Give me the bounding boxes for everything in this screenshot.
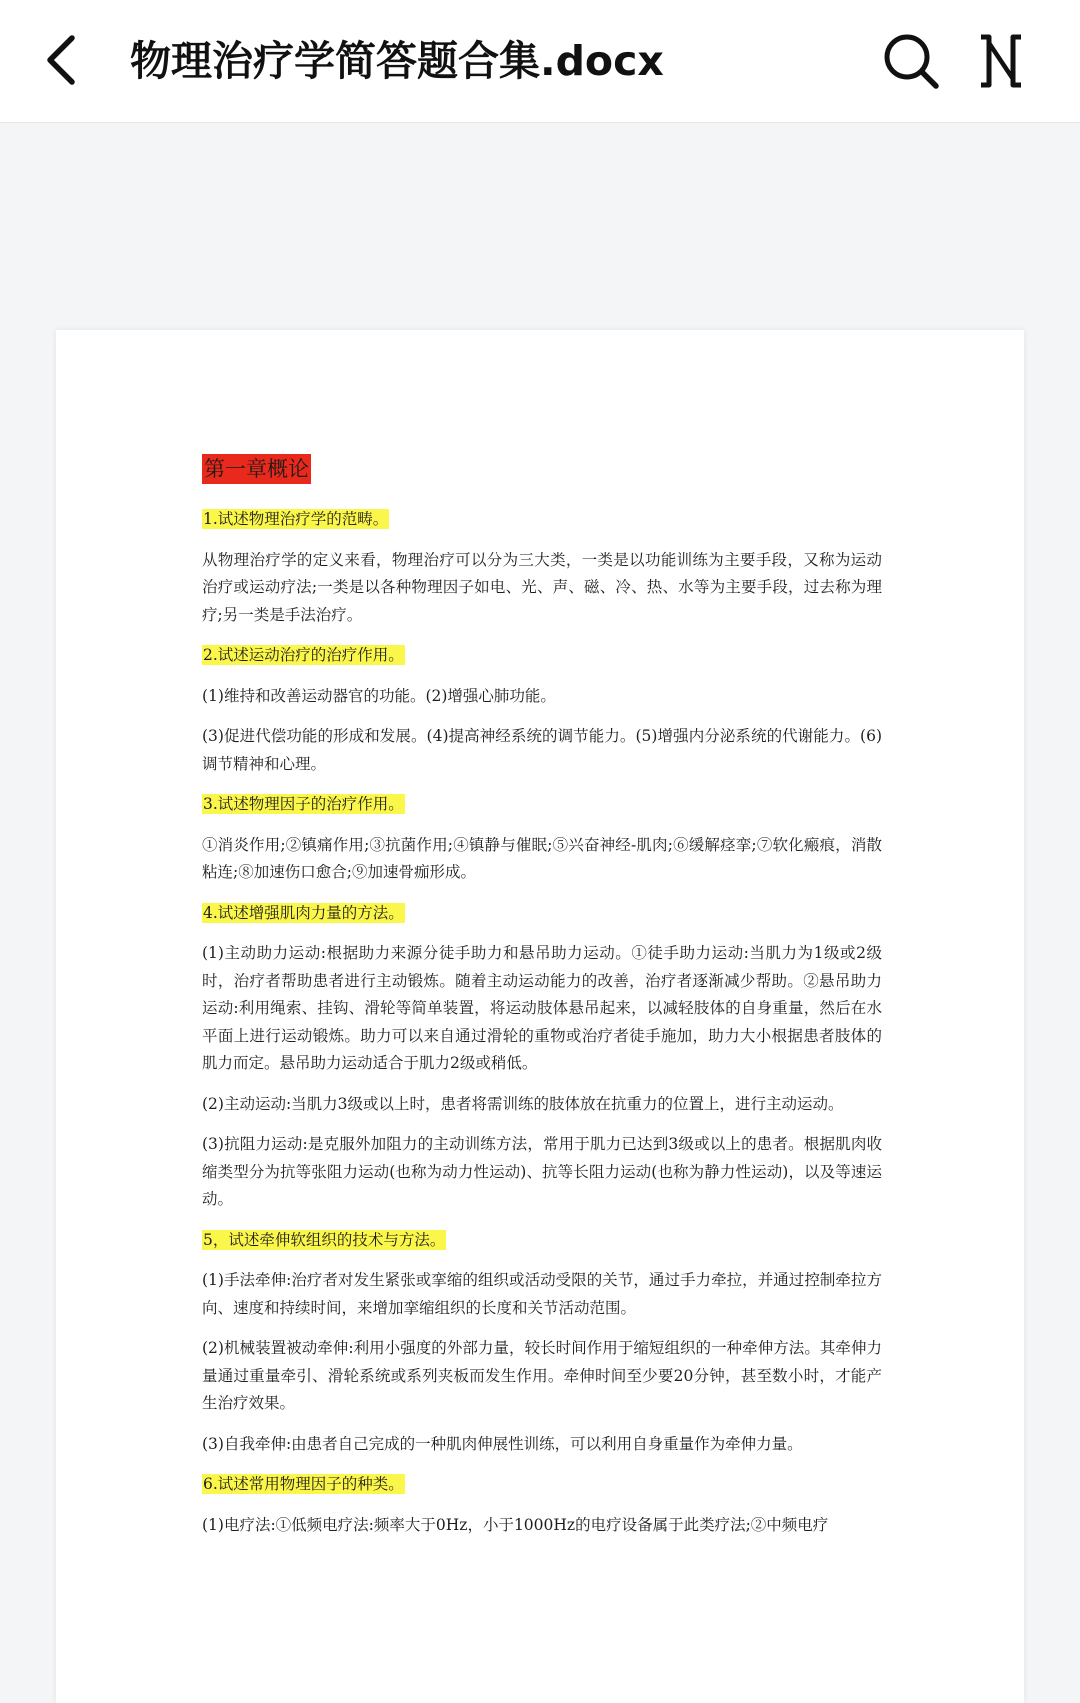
document-title: 物理治疗学简答题合集.docx — [130, 37, 664, 85]
answer-paragraph: (3)自我牵伸:由患者自己完成的一种肌肉伸展性训练，可以利用自身重量作为牵伸力量。 — [202, 1434, 803, 1453]
chevron-left-icon — [42, 32, 82, 88]
fullscreen-button[interactable] — [968, 28, 1034, 94]
question-heading — [202, 900, 882, 928]
answer-paragraph: (2)机械装置被动牵伸:利用小强度的外部力量，较长时间作用于缩短组织的一种牵伸方法。其牵伸力量通过重量牵引、滑轮系统或系列夹板而发生作用。牵伸时间至少要20分钟，甚至数小时，才能产生治疗效果。 — [202, 1339, 882, 1412]
answer-paragraph: (1)主动助力运动:根据助力来源分徒手助力和悬吊助力运动。①徒手助力运动:当肌力为1级或2级时，治疗者帮助患者进行主动锻炼。随着主动运动能力的改善，治疗者逐渐减少帮助。②悬吊助力运动:利用绳索、挂钩、滑轮等简单装置，将运动肢体悬吊起来，以减轻肢体的自身重量，然后在水平面上进行运动锻炼。助力可以来自通过滑轮的重物或治疗者徒手施加，助力大小根据患者肢体的肌力而定。悬吊助力运动适合于肌力2级或稍低。 — [202, 944, 882, 1072]
answer-paragraph: (3)抗阻力运动:是克服外加阻力的主动训练方法，常用于肌力已达到3级或以上的患者。根据肌肉收缩类型分为抗等张阻力运动(也称为动力性运动)、抗等长阻力运动(也称为静力性运动)，以及等速运动。 — [202, 1135, 882, 1208]
answer-paragraph: (1)手法牵伸:治疗者对发生紧张或挛缩的组织或活动受限的关节，通过手力牵拉，并通过控制牵拉方向、速度和持续时间，来增加挛缩组织的长度和关节活动范围。 — [202, 1271, 882, 1317]
question-text: 3.试述物理因子的治疗作用。 — [203, 795, 404, 813]
chapter-title: 第一章概论 — [202, 454, 311, 484]
question-heading — [202, 506, 882, 534]
answer-paragraph: 从物理治疗学的定义来看，物理治疗可以分为三大类，一类是以功能训练为主要手段，又称为运动治疗或运动疗法;一类是以各种物理因子如电、光、声、磁、冷、热、水等为主要手段，过去称为理疗;另一类是手法治疗。 — [202, 550, 882, 624]
top-bar — [0, 0, 1080, 123]
question-text: 2.试述运动治疗的治疗作用。 — [203, 646, 404, 664]
search-icon — [881, 31, 941, 91]
back-button[interactable] — [32, 30, 92, 90]
document-content — [202, 454, 882, 1552]
question-heading — [202, 1227, 882, 1255]
question-text: 4.试述增强肌肉力量的方法。 — [203, 903, 404, 922]
search-button[interactable] — [878, 28, 944, 94]
answer-paragraph: (1)电疗法:①低频电疗法:频率大于0Hz，小于1000Hz的电疗设备属于此类疗法;②中频电疗 — [202, 1515, 829, 1534]
answer-paragraph: (2)主动运动:当肌力3级或以上时，患者将需训练的肢体放在抗重力的位置上，进行主动运动。 — [202, 1094, 844, 1113]
question-text: 6.试述常用物理因子的种类。 — [203, 1475, 404, 1493]
answer-paragraph: ①消炎作用;②镇痛作用;③抗菌作用;④镇静与催眠;⑤兴奋神经-肌肉;⑥缓解痉挛;⑦软化瘢痕，消散粘连;⑧加速伤口愈合;⑨加速骨痂形成。 — [202, 835, 882, 881]
answer-paragraph: (3)促进代偿功能的形成和发展。(4)提高神经系统的调节能力。(5)增强内分泌系统的代谢能力。(6)调节精神和心理。 — [202, 727, 882, 773]
question-heading — [202, 1471, 882, 1499]
fullscreen-icon — [975, 33, 1027, 89]
question-heading — [202, 791, 882, 819]
question-text: 1.试述物理治疗学的范畴。 — [203, 510, 389, 528]
answer-paragraph: (1)维持和改善运动器官的功能。(2)增强心肺功能。 — [202, 686, 556, 705]
document-page[interactable] — [56, 330, 1024, 1703]
question-text: 5，试述牵伸软组织的技术与方法。 — [203, 1230, 446, 1249]
question-heading — [202, 642, 882, 670]
